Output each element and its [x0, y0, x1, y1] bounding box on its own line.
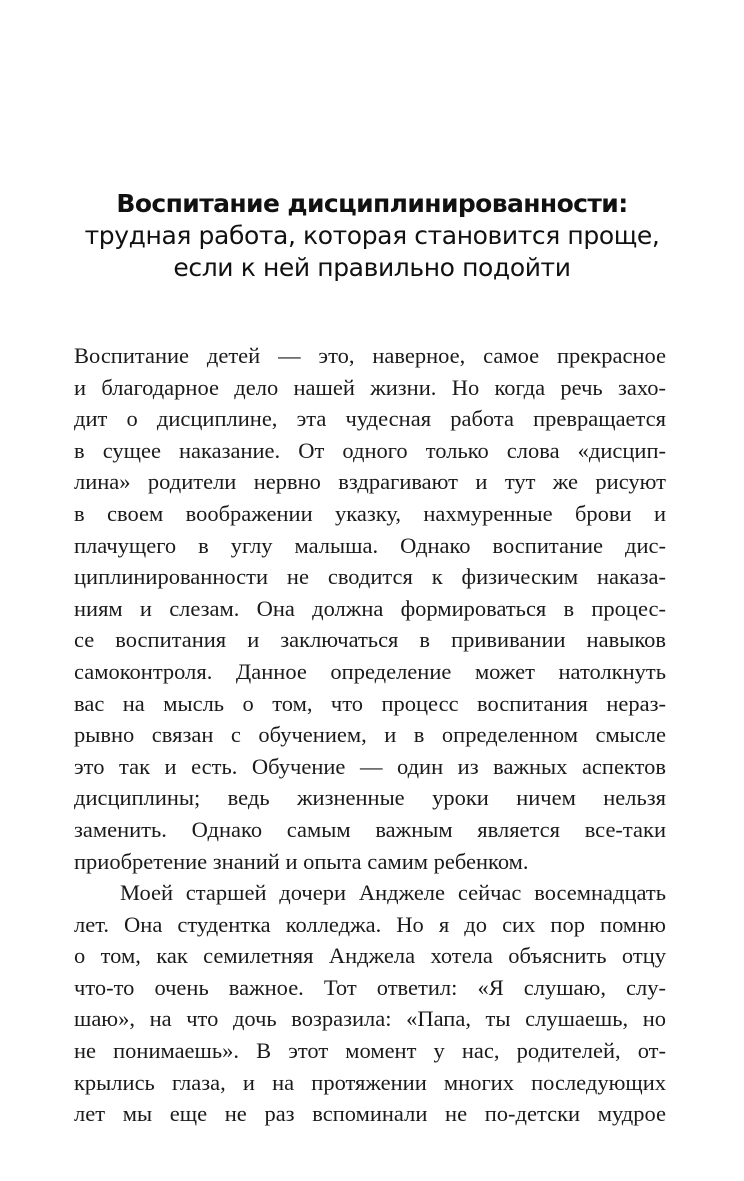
- text-line: самоконтроля. Данное определение может натолкнуть: [74, 658, 666, 684]
- heading-line-1: Воспитание дисциплинированности:: [116, 189, 628, 218]
- text-line: в сущее наказание. От одного только слова «дисцип-: [74, 437, 666, 463]
- text-line: что-то очень важное. Тот ответил: «Я слушаю, слу-: [74, 974, 666, 1000]
- text-line: не понимаешь». В этот момент у нас, родителей, от-: [74, 1038, 666, 1064]
- chapter-heading: [60, 188, 684, 284]
- text-line: дисциплины; ведь жизненные уроки ничем нельзя: [74, 785, 666, 811]
- heading-line-3: если к ней правильно подойти: [173, 253, 571, 282]
- text-line: се воспитания и заключаться в прививании навыков: [74, 627, 666, 653]
- text-line: лет. Она студентка колледжа. Но я до сих пор помню: [74, 911, 666, 937]
- body-text: [74, 340, 666, 1130]
- text-line: ниям и слезам. Она должна формироваться в процес-: [74, 595, 666, 621]
- text-line: шаю», на что дочь возразила: «Папа, ты слушаешь, но: [74, 1006, 666, 1032]
- text-line: плачущего в углу малыша. Однако воспитание дис-: [74, 532, 666, 558]
- text-line: и благодарное дело нашей жизни. Но когда речь захо-: [74, 374, 666, 400]
- heading-line-2: трудная работа, которая становится проще,: [84, 221, 660, 250]
- text-line: заменить. Однако самым важным является все-таки: [74, 816, 666, 842]
- text-line: Моей старшей дочери Анджеле сейчас восемнадцать: [120, 880, 666, 906]
- text-line: в своем воображении указку, нахмуренные брови и: [74, 500, 666, 526]
- text-line: приобретение знаний и опыта самим ребенком.: [74, 848, 529, 874]
- text-line: о том, как семилетняя Анджела хотела объяснить отцу: [74, 943, 666, 969]
- text-line: крылись глаза, и на протяжении многих последующих: [74, 1069, 666, 1095]
- text-line: Воспитание детей — это, наверное, самое прекрасное: [74, 343, 666, 368]
- text-line: вас на мысль о том, что процесс воспитания нераз-: [74, 690, 666, 716]
- text-line: лина» родители нервно вздрагивают и тут же рисуют: [74, 469, 666, 495]
- text-line: дит о дисциплине, эта чудесная работа превращается: [74, 406, 666, 432]
- text-line: циплинированности не сводится к физическим наказа-: [74, 564, 666, 590]
- text-line: рывно связан с обучением, и в определенном смысле: [74, 722, 666, 748]
- text-line: лет мы еще не раз вспоминали не по-детски мудрое: [74, 1101, 666, 1127]
- text-line: это так и есть. Обучение — один из важных аспектов: [74, 753, 666, 779]
